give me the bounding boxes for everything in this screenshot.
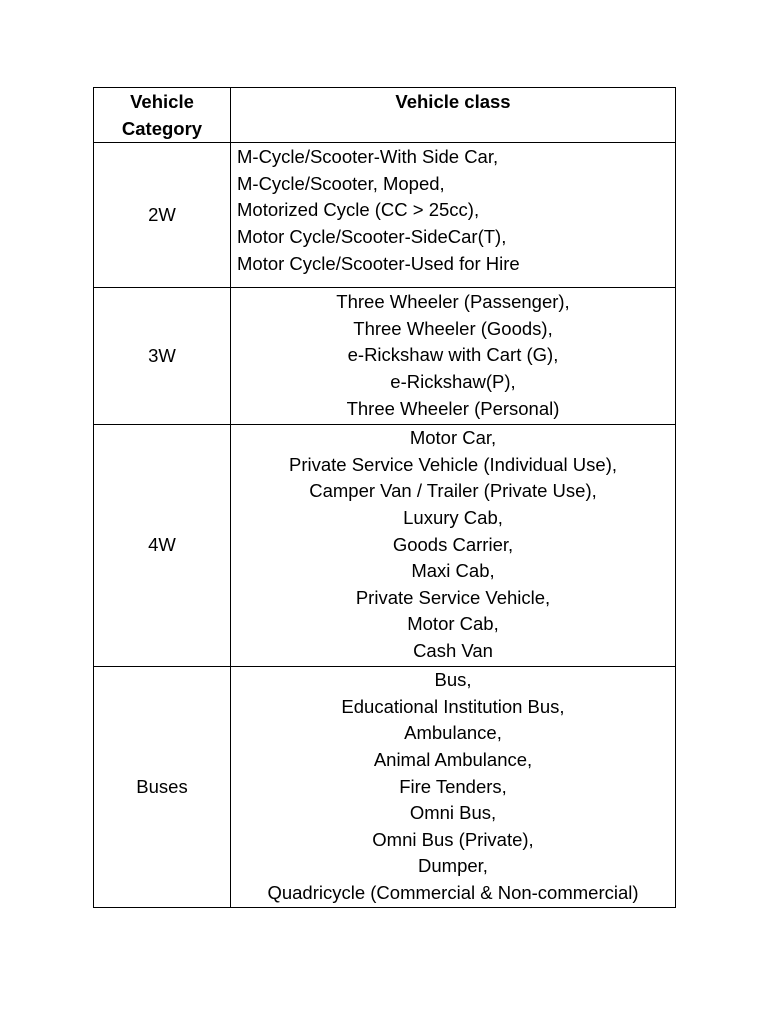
vehicle-category-header-line1: Vehicle [130, 91, 194, 112]
vehicle-class-item: Motor Cab, [407, 613, 499, 635]
vehicle-class-item: Ambulance, [404, 722, 502, 744]
vehicle-class-item: Camper Van / Trailer (Private Use), [309, 480, 597, 502]
vehicle-class-item: Motorized Cycle (CC > 25cc), [237, 199, 480, 221]
vehicle-category-header-line2: Category [121, 117, 203, 139]
vehicle-class-item: Goods Carrier, [392, 533, 514, 555]
vehicle-class-item: Motor Cycle/Scooter-Used for Hire [237, 252, 520, 274]
table-header-row [94, 88, 676, 143]
vehicle-class-cell [231, 143, 676, 288]
vehicle-class-item: e-Rickshaw with Cart (G), [347, 344, 559, 366]
vehicle-class-item: Cash Van [413, 639, 493, 661]
vehicle-class-item: Dumper, [418, 855, 488, 877]
table-row [94, 425, 676, 667]
vehicle-class-item: Three Wheeler (Personal) [346, 397, 560, 419]
vehicle-class-item: Maxi Cab, [411, 560, 495, 582]
vehicle-class-item: Omni Bus (Private), [372, 828, 534, 850]
table-row [94, 143, 676, 288]
vehicle-class-item: e-Rickshaw(P), [390, 370, 516, 392]
vehicle-category-header [94, 88, 231, 143]
vehicle-class-item: Motor Car, [409, 427, 497, 449]
vehicle-class-item: Bus, [434, 669, 472, 691]
vehicle-class-item: Private Service Vehicle, [355, 586, 551, 608]
vehicle-class-item: Motor Cycle/Scooter-SideCar(T), [237, 225, 507, 247]
vehicle-class-item: Fire Tenders, [399, 775, 507, 797]
category-cell: Buses [94, 667, 231, 908]
table-row [94, 288, 676, 425]
vehicle-class-cell [231, 288, 676, 425]
vehicle-class-item: Three Wheeler (Passenger), [336, 291, 570, 313]
vehicle-category-table [93, 87, 676, 908]
vehicle-class-item: Omni Bus, [409, 802, 497, 824]
vehicle-class-item: Luxury Cab, [403, 506, 503, 528]
category-cell: 2W [94, 143, 231, 288]
vehicle-class-item: Animal Ambulance, [373, 748, 533, 770]
vehicle-class-item: Educational Institution Bus, [341, 695, 565, 717]
vehicle-class-item: Quadricycle (Commercial & Non-commercial) [267, 881, 639, 903]
table-row [94, 667, 676, 908]
vehicle-class-header: Vehicle class [231, 88, 676, 143]
category-cell: 3W [94, 288, 231, 425]
vehicle-class-cell [231, 667, 676, 908]
vehicle-class-item: Three Wheeler (Goods), [353, 317, 553, 339]
vehicle-class-item: M-Cycle/Scooter-With Side Car, [237, 146, 499, 168]
vehicle-class-item: M-Cycle/Scooter, Moped, [237, 172, 445, 194]
vehicle-class-item: Private Service Vehicle (Individual Use), [288, 453, 617, 475]
category-cell: 4W [94, 425, 231, 667]
vehicle-class-cell [231, 425, 676, 667]
